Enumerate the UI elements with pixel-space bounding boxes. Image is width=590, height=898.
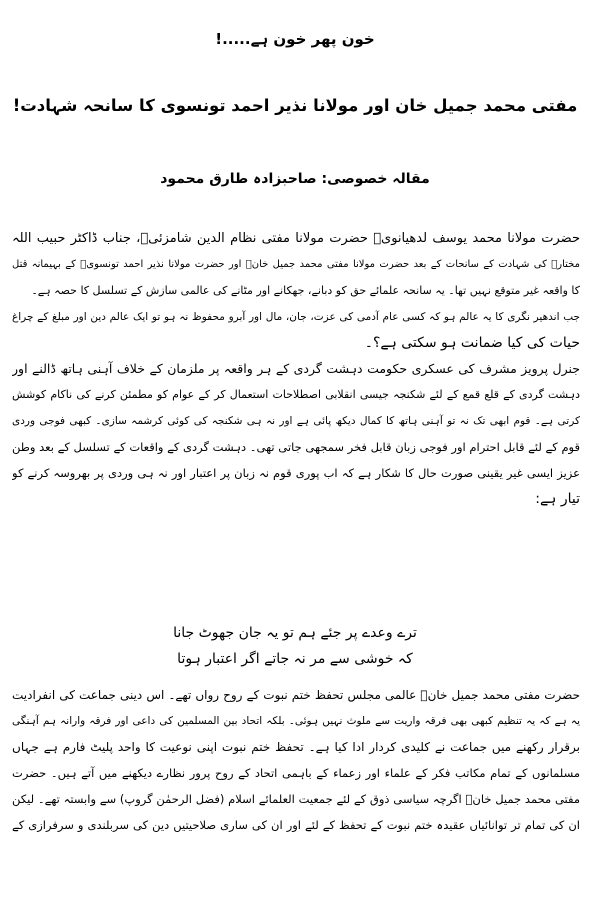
poetry-couplet <box>0 620 590 672</box>
verse-line: کہ خوشی سے مر نہ جاتے اگر اعتبار ہوتا <box>177 651 413 667</box>
article-body-part-1 <box>12 226 580 512</box>
text-line: حضرت مولانا محمد یوسف لدھیانویؒ حضرت مولانا مفتی نظام الدین شامزئیؒ، جناب ڈاکٹر حبیب اللہ <box>12 231 580 246</box>
text-line: عزیز ایسی غیر یقینی صورت حال کا شکار ہے کہ اب پوری قوم نہ زبان پر اعتبار اور نہ ہی وردی پر بھروسہ کرنے کو <box>12 466 580 480</box>
text-line: جب اندھیر نگری کا یہ عالم ہو کہ کسی عام آدمی کی عزت، جان، مال اور آبرو محفوظ نہ ہو تو ایک عالم دین اور مبلغ کے چراغ <box>12 311 580 323</box>
text-line: جنرل پرویز مشرف کی عسکری حکومت دہشت گردی کے ہر واقعہ پر ملزمان کے خلاف آہنی ہاتھ ڈالنے اور <box>12 361 580 376</box>
text-line: مفتی محمد جمیل خانؒ اگرچہ سیاسی ذوق کے لئے جمعیت العلمائے اسلام (فضل الرحمٰن گروپ) سے وابستہ تھے۔ لیکن <box>12 792 580 806</box>
text-line: قوم کے لئے قابل احترام اور فوجی زبان قابل فخر سمجھی جاتی تھی۔ دہشت گردی کے واقعات کے تسلسل کے بعد وطن <box>12 440 580 454</box>
text-line: دہشت گردی کے قلع قمع کے لئے شکنجہ جیسی انقلابی اصطلاحات استعمال کر کے عوام کو مطمئن کرنے کی ناکام کوشش <box>12 388 580 401</box>
text-line: کرتی ہے۔ قوم ابھی تک نہ تو آہنی ہاتھ کا کمال دیکھ پائی ہے اور نہ ہی شکنجہ کی کوئی کرشمہ سازی۔ کبھی فوجی وردی <box>12 415 580 427</box>
text-line: مختارؒ کی شہادت کے سانحات کے بعد حضرت مولانا مفتی محمد جمیل خانؒ اور حضرت مولانا نذیر احمد تونسویؒ کے بہیمانہ قتل <box>12 259 580 270</box>
verse-line: ترے وعدے پر جئے ہم تو یہ جان جھوٹ جانا <box>173 625 417 641</box>
article-title: مفتی محمد جمیل خان اور مولانا نذیر احمد تونسوی کا سانحہ شہادت! <box>12 96 578 115</box>
kicker-heading: خون پھر خون ہے.....! <box>215 30 375 48</box>
text-line: حضرت مفتی محمد جمیل خانؒ عالمی مجلس تحفظ ختم نبوت کے روح رواں تھے۔ اس دینی جماعت کی انفرادیت <box>12 688 580 702</box>
text-line: مسلمانوں کے تمام مکاتب فکر کے علماء اور زعماء کے باہمی اتحاد کے روح پرور نظارے دیکھنے میں آتے ہیں۔ حضرت <box>12 766 580 780</box>
text-line: حیات کی کیا ضمانت ہو سکتی ہے؟۔ <box>364 335 580 351</box>
author-byline: مقالہ خصوصی: صاحبزادہ طارق محمود <box>160 171 430 187</box>
text-line: یہ ہے کہ یہ تنظیم کبھی بھی فرقہ واریت سے ملوث نہیں ہوئی۔ بلکہ اتحاد بین المسلمین کی داعی اور فرقہ وارانہ ہم آہنگی <box>12 715 580 727</box>
text-line: برقرار رکھنے میں جماعت نے کلیدی کردار ادا کیا ہے۔ تحفظ ختم نبوت اپنی نوعیت کا واحد پلیٹ فارم ہے جہاں <box>12 740 580 754</box>
article-body-part-2 <box>12 682 580 838</box>
text-line: تیار ہے: <box>535 491 580 507</box>
text-line: ان کی تمام تر توانائیاں عقیدہ ختم نبوت کے تحفظ کے لئے اور ان کی ساری صلاحیتیں دین کی سربلندی و سرفرازی کے <box>12 818 580 832</box>
text-line: کا واقعہ غیر متوقع نہیں تھا۔ یہ سانحہ علمائے حق کو دبانے، جھکانے اور مٹانے کی عالمی سازش کے تسلسل کا حصہ ہے۔ <box>31 284 580 297</box>
